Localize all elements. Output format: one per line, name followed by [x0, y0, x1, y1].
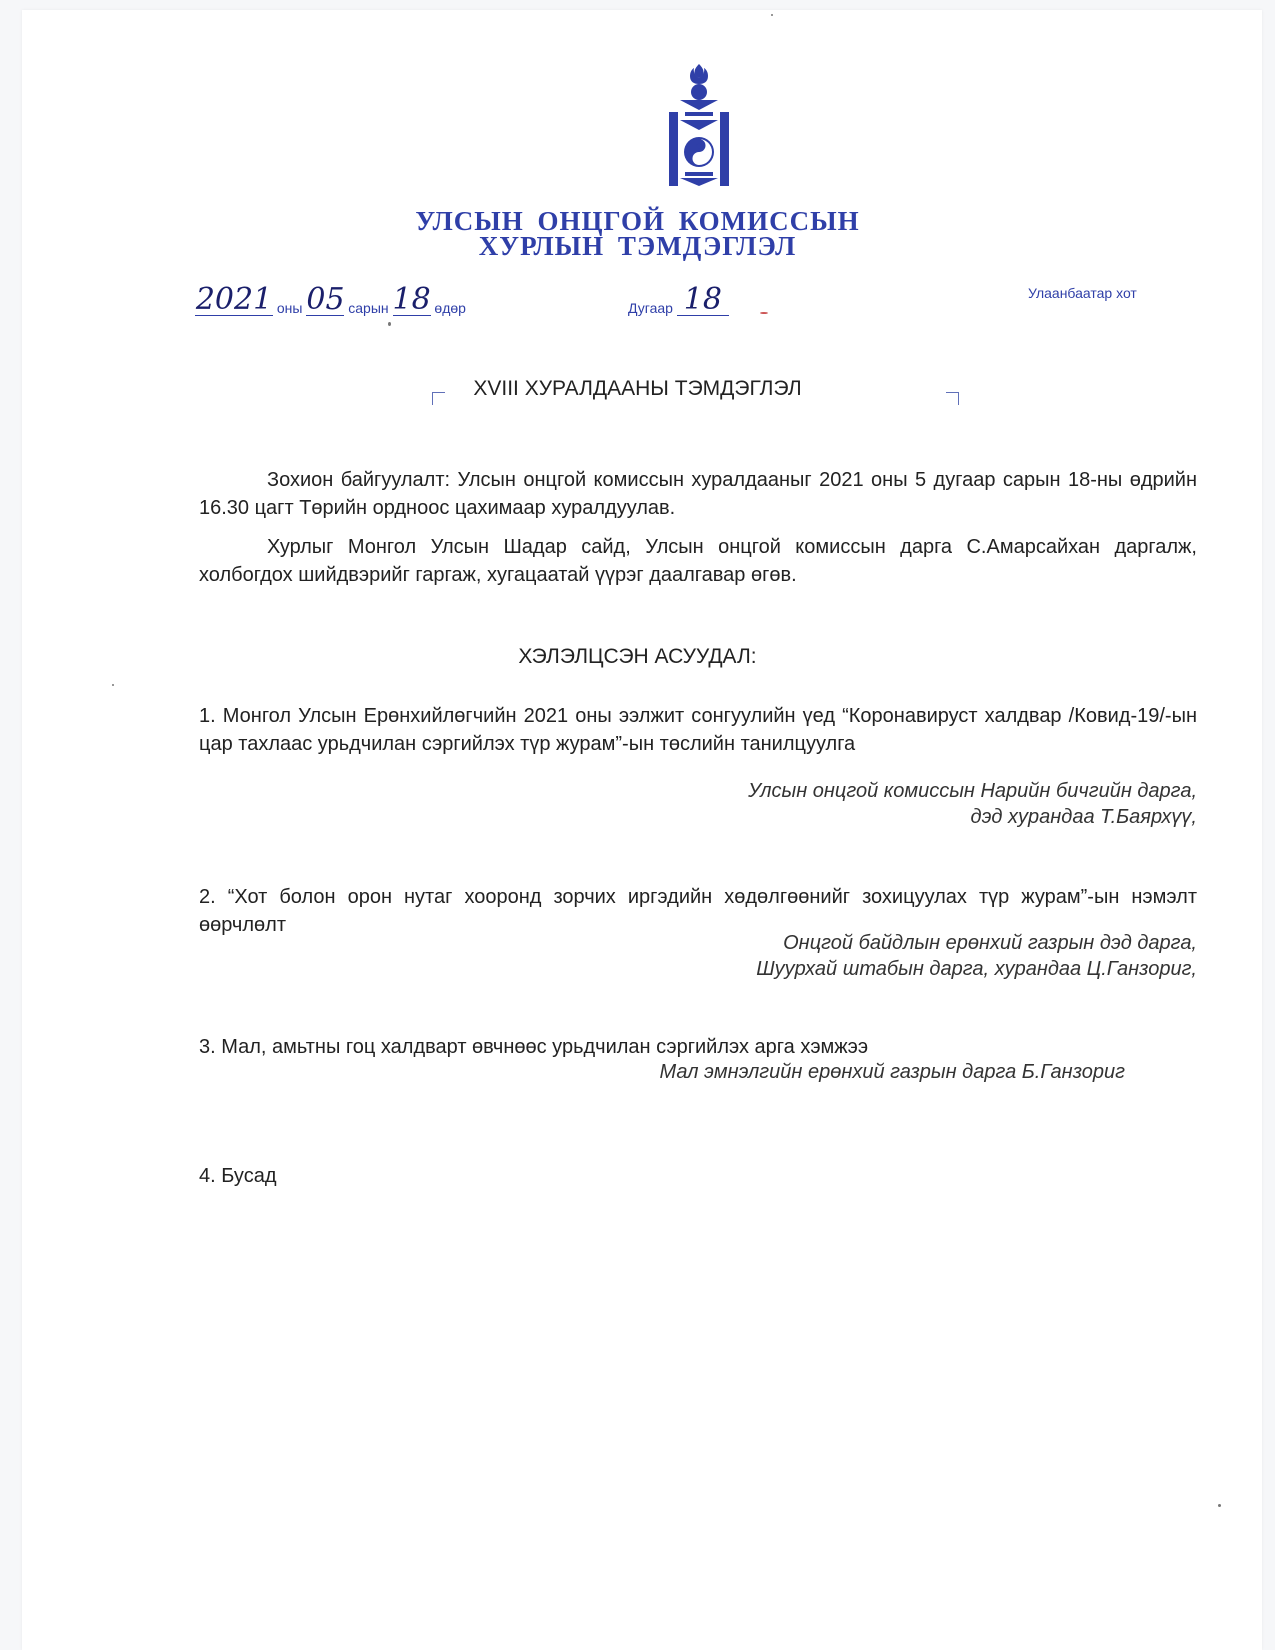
- agenda-item-3: 3. Мал, амьтны гоц халдварт өвчнөөс урьдчилан сэргийлэх арга хэмжээ: [199, 1036, 869, 1058]
- day-suffix: өдөр: [434, 300, 466, 316]
- handwritten-year: 2021: [195, 282, 273, 317]
- scan-speck: [112, 684, 114, 686]
- agenda-item-2-presenter: [756, 930, 1197, 982]
- presenter-line: Мал эмнэлгийн ерөнхий газрын дарга Б.Ганзориг: [659, 1061, 1125, 1083]
- number-label: Дугаар: [628, 300, 673, 316]
- number-field: [628, 282, 729, 317]
- scan-speck: [771, 14, 773, 16]
- agenda-item-3-presenter: [659, 1059, 1125, 1085]
- presenter-line: Онцгой байдлын ерөнхий газрын дэд дарга,: [783, 932, 1197, 954]
- document-title: XVIII ХУРАЛДААНЫ ТЭМДЭГЛЭЛ: [473, 377, 802, 400]
- paragraph-chair: Хурлыг Монгол Улсын Шадар сайд, Улсын онцгой комиссын дарга С.Амарсайхан даргалж, холбогдох шийдвэрийг гаргаж, хугацаатай үүрэг даалгавар өгөв.: [199, 536, 1197, 586]
- agenda-item-4: 4. Бусад: [199, 1165, 277, 1187]
- agenda-item-2: 2. “Хот болон орон нутаг хооронд зорчих иргэдийн хөдөлгөөнийг зохицуулах түр журам”-ын нэмэлт өөрчлөлт: [199, 886, 1197, 936]
- presenter-line: Шуурхай штабын дарга, хурандаа Ц.Ганзориг,: [756, 958, 1197, 980]
- header-title-line2: ХУРЛЫН ТЭМДЭГЛЭЛ: [478, 231, 797, 261]
- presenter-line: дэд хурандаа Т.Баярхүү,: [970, 806, 1197, 828]
- handwritten-number: 18: [677, 285, 729, 316]
- agenda-item-1-presenter: [748, 778, 1197, 830]
- handwritten-day: 18: [392, 282, 431, 317]
- scan-speck: [388, 322, 391, 326]
- soyombo-emblem-icon: [666, 62, 732, 192]
- handwritten-month: 05: [306, 282, 345, 317]
- place-label: Улаанбаатар хот: [1028, 285, 1137, 301]
- agenda-heading: ХЭЛЭЛЦСЭН АСУУДАЛ:: [518, 645, 757, 668]
- header-title-line1: УЛСЫН ОНЦГОЙ КОМИССЫН: [415, 206, 860, 236]
- month-suffix: сарын: [348, 300, 389, 316]
- scan-speck: [760, 312, 768, 314]
- presenter-line: Улсын онцгой комиссын Нарийн бичгийн дарга,: [748, 780, 1197, 802]
- scan-speck: [1218, 1504, 1221, 1507]
- date-field: [195, 282, 466, 317]
- paragraph-organization: Зохион байгуулалт: Улсын онцгой комиссын хуралдааныг 2021 оны 5 дугаар сарын 18-ны өдрийн 16.30 цагт Төрийн ордноос цахимаар хуралдуулав.: [199, 469, 1197, 519]
- year-suffix: оны: [276, 300, 303, 316]
- agenda-item-1: 1. Монгол Улсын Ерөнхийлөгчийн 2021 оны ээлжит сонгуулийн үед “Коронавируст халдвар /Ковид-19/-ын цар тахлаас урьдчилан сэргийлэх түр журам”-ын төслийн танилцуулга: [199, 705, 1197, 755]
